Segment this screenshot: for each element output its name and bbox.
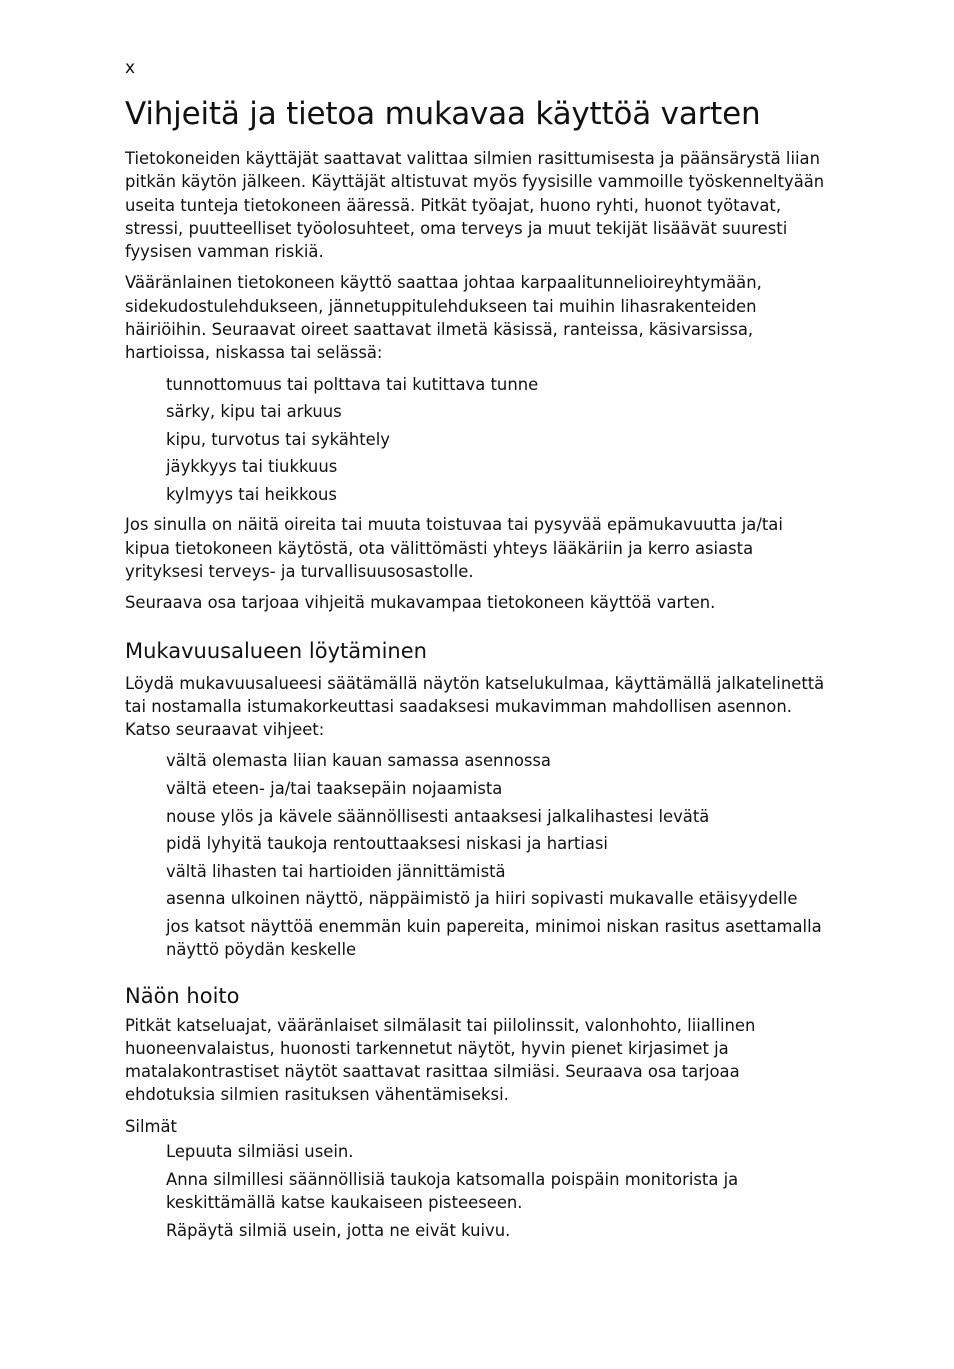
list-item: asenna ulkoinen näyttö, näppäimistö ja hiiri sopivasti mukavalle etäisyydelle: [166, 889, 798, 909]
list-item: jos katsot näyttöä enemmän kuin papereita, minimoi niskan rasitus asettamalla näyttö pöydän keskelle: [166, 916, 822, 960]
comfort-paragraph: Löydä mukavuusalueesi säätämällä näytön katselukulmaa, käyttämällä jalkatelinettä tai nostamalla istumakorkeuttasi saadaksesi mukavimman mahdollisen asennon. Katso seuraavat vihjeet:: [125, 673, 825, 740]
list-item: pidä lyhyitä taukoja rentouttaaksesi niskasi ja hartiasi: [166, 834, 608, 854]
intro-paragraph-3: Jos sinulla on näitä oireita tai muuta toistuvaa tai pysyvää epämukavuutta ja/tai kipua tietokoneen käytöstä, ota välittömästi yhteys lääkäriin ja kerro asiasta yrityksesi terveys- ja turvallisuusosastolle.: [125, 515, 783, 581]
intro-paragraph-1: Tietokoneiden käyttäjät saattavat valittaa silmien rasittumisesta ja päänsärystä liian pitkän käytön jälkeen. Käyttäjät altistuvat myös fyysisille vammoille työskenneltyään useita tunteja tietokoneen ääressä. Pitkät työajat, huono ryhti, huonot työtavat, stressi, puutteelliset työolosuhteet, oma terveys ja muut tekijät lisäävät suuresti fyysisen vamman riskiä.: [125, 149, 825, 262]
list-item: vältä eteen- ja/tai taaksepäin nojaamista: [166, 779, 503, 799]
list-item: särky, kipu tai arkuus: [166, 402, 342, 422]
list-item: Anna silmillesi säännöllisiä taukoja katsomalla poispäin monitorista ja keskittämällä katse kaukaiseen pisteeseen.: [166, 1169, 739, 1212]
list-item: kylmyys tai heikkous: [166, 485, 337, 505]
list-item: Lepuuta silmiäsi usein.: [166, 1142, 354, 1162]
page-number: x: [125, 58, 136, 78]
list-item: Räpäytä silmiä usein, jotta ne eivät kuivu.: [166, 1220, 511, 1240]
vision-heading: Näön hoito: [125, 983, 240, 1008]
list-item: nouse ylös ja kävele säännöllisesti antaaksesi jalkalihastesi levätä: [166, 806, 710, 826]
page-title: Vihjeitä ja tietoa mukavaa käyttöä varten: [125, 96, 761, 132]
symptom-list: [125, 373, 825, 507]
document-body: [125, 147, 825, 1249]
list-item: jäykkyys tai tiukkuus: [166, 457, 338, 477]
intro-paragraph-4: Seuraava osa tarjoaa vihjeitä mukavampaa tietokoneen käyttöä varten.: [125, 593, 716, 613]
intro-paragraph-2: Vääränlainen tietokoneen käyttö saattaa johtaa karpaalitunnelioireyhtymään, sidekudostulehdukseen, jännetuppitulehdukseen tai muihin lihasrakenteiden häiriöihin. Seuraavat oireet saattavat ilmetä käsissä, ranteissa, käsivarsissa, hartioissa, niskassa tai selässä:: [125, 273, 762, 363]
eye-tips-list: [125, 1140, 825, 1242]
list-item: vältä lihasten tai hartioiden jännittämistä: [166, 861, 506, 881]
vision-paragraph: Pitkät katseluajat, vääränlaiset silmälasit tai piilolinssit, valonhohto, liiallinen huoneenvalaistus, huonosti tarkennetut näytöt, hyvin pienet kirjasimet ja matalakontrastiset näytöt saattavat rasittaa silmiäsi. Seuraava osa tarjoaa ehdotuksia silmien rasituksen vähentämiseksi.: [125, 1015, 756, 1105]
list-item: vältä olemasta liian kauan samassa asennossa: [166, 751, 551, 771]
list-item: kipu, turvotus tai sykähtely: [166, 429, 390, 449]
comfort-heading: Mukavuusalueen löytäminen: [125, 638, 427, 663]
list-item: tunnottomuus tai polttava tai kutittava tunne: [166, 374, 539, 394]
eyes-label: Silmät: [125, 1116, 177, 1136]
comfort-tips-list: [125, 749, 825, 961]
